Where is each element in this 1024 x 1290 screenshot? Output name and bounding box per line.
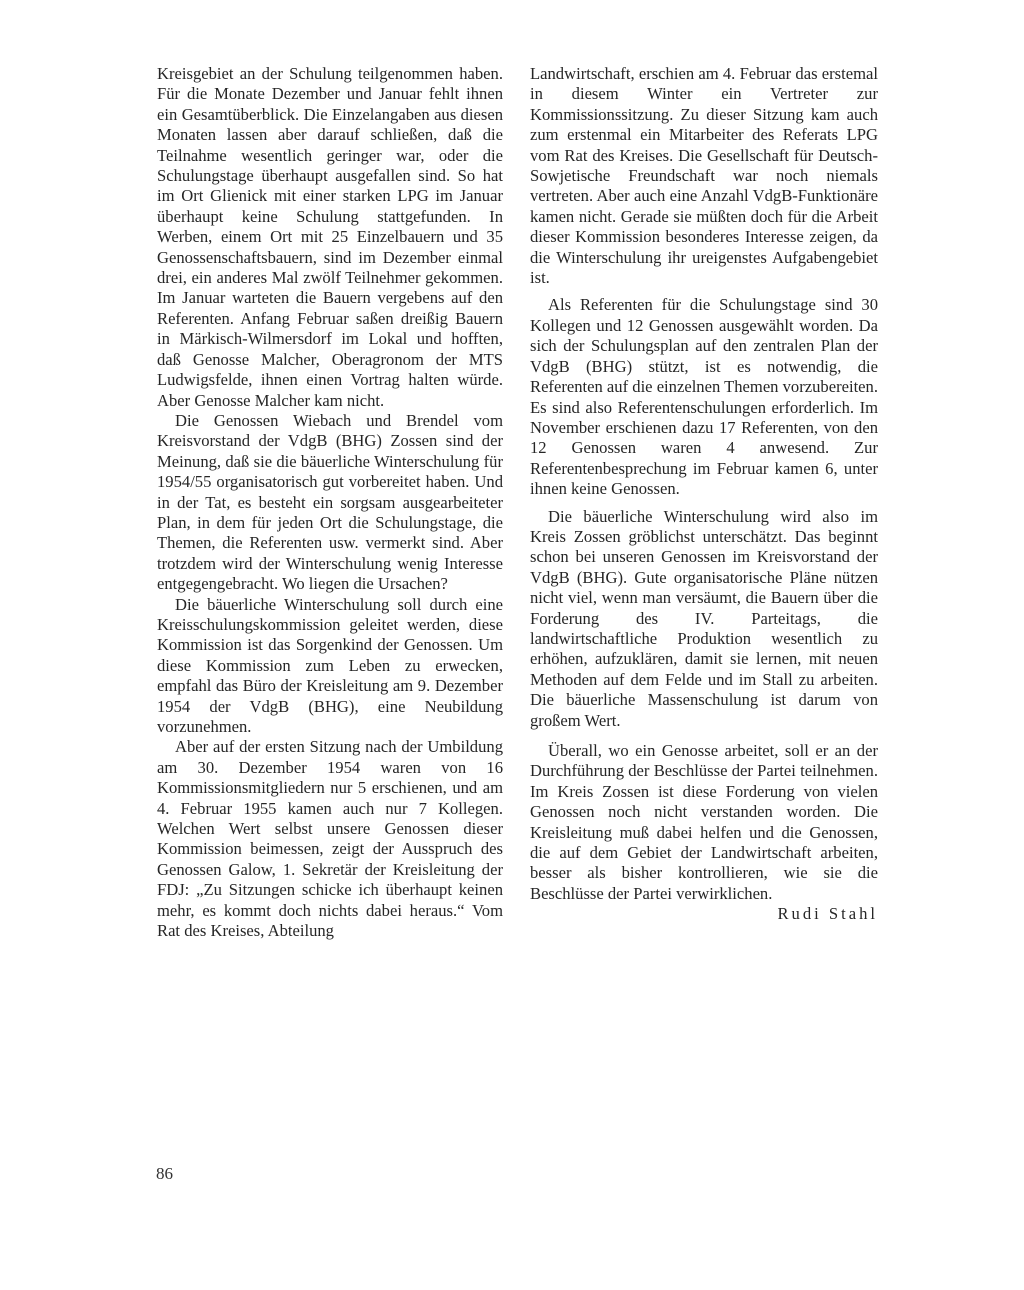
- paragraph: Überall, wo ein Genosse arbeitet, soll er an der Durchführung der Beschlüsse der Partei teilnehmen. Im Kreis Zossen ist diese Forderung von vielen Genossen noch nicht verstanden worden. Die Kreisleitung muß dabei helfen und die Genossen, die auf dem Gebiet der Landwirtschaft arbeiten, besser als bisher kontrollieren, wie sie die Beschlüsse der Partei verwirklichen.: [530, 741, 878, 903]
- page-number: 86: [156, 1164, 173, 1183]
- paragraph: Landwirtschaft, erschien am 4. Februar das erstemal in diesem Winter ein Vertreter zur Kommissionssitzung. Zu dieser Sitzung kam auch zum erstenmal ein Mitarbeiter des Referats LPG vom Rat des Kreises. Die Gesellschaft für Deutsch-Sowjetische Freundschaft war noch niemals vertreten. Aber auch eine Anzahl VdgB-Funktionäre kamen nicht. Gerade sie müßten doch für die Arbeit dieser Kommission besonderes Interesse zeigen, da die Winterschulung ihr ureigenstes Aufgabengebiet ist.: [530, 64, 878, 288]
- right-column: [530, 64, 878, 925]
- paragraph: Die bäuerliche Winterschulung soll durch eine Kreisschulungskommission geleitet werden, diese Kommission ist das Sorgenkind der Genossen. Um diese Kommission zum Leben zu erwecken, empfahl das Büro der Kreisleitung am 9. Dezember 1954 der VdgB (BHG), eine Neubildung vorzunehmen.: [157, 594, 503, 736]
- paragraph: Aber auf der ersten Sitzung nach der Umbildung am 30. Dezember 1954 waren von 16 Kommissionsmitgliedern nur 5 erschienen, und am 4. Februar 1955 kamen auch nur 7 Kollegen. Welchen Wert selbst unsere Genossen dieser Kommission beimessen, zeigt der Ausspruch des Genossen Galow, 1. Sekretär der Kreisleitung der FDJ: „Zu Sitzungen schicke ich überhaupt keinen mehr, es kommt doch nichts dabei heraus.“ Vom Rat des Kreises, Abteilung: [157, 737, 503, 941]
- left-column: [157, 64, 503, 941]
- paragraph: Kreisgebiet an der Schulung teilgenommen haben. Für die Monate Dezember und Januar fehlt ihnen ein Gesamtüberblick. Die Einzelangaben aus diesen Monaten lassen aber darauf schließen, daß die Teilnahme wesentlich geringer war, oder die Schulungstage überhaupt ausgefallen sind. So hat im Ort Glienick mit einer starken LPG im Januar überhaupt keine Schulung stattgefunden. In Werben, einem Ort mit 25 Einzelbauern und 35 Genossenschaftsbauern, sind im Dezember einmal drei, ein anderes Mal zwölf Teilnehmer gekommen. Im Januar warteten die Bauern vergebens auf den Referenten. Anfang Februar saßen dreißig Bauern in Märkisch-Wilmersdorf im Lokal und hofften, daß Genosse Malcher, Oberagronom der MTS Ludwigsfelde, ihnen einen Vortrag halten würde. Aber Genosse Malcher kam nicht.: [157, 64, 503, 410]
- paragraph: Die Genossen Wiebach und Brendel vom Kreisvorstand der VdgB (BHG) Zossen sind der Meinung, daß sie die bäuerliche Winterschulung für 1954/55 organisatorisch gut vorbereitet haben. Und in der Tat, es besteht ein sorgsam ausgearbeiteter Plan, in dem für jeden Ort die Schulungstage, die Themen, die Referenten usw. vermerkt sind. Aber trotzdem wird der Winterschulung wenig Interesse entgegengebracht. Wo liegen die Ursachen?: [157, 410, 503, 594]
- paragraph: Die bäuerliche Winterschulung wird also im Kreis Zossen gröblichst unterschätzt. Das beginnt schon bei unseren Genossen im Kreisvorstand der VdgB (BHG). Gute organisatorische Pläne nützen nicht viel, wenn man versäumt, die Bauern über die Forderung des IV. Parteitags, die landwirtschaftliche Produktion wesentlich zu erhöhen, aufzuklären, damit sie lernen, mit neuen Methoden auf dem Felde und im Stall zu arbeiten. Die bäuerliche Massenschulung ist darum von großem Wert.: [530, 506, 878, 730]
- paragraph: Als Referenten für die Schulungstage sind 30 Kollegen und 12 Genossen ausgewählt worden. Da sich der Schulungsplan auf den zentralen Plan der VdgB (BHG) stützt, ist es notwendig, die Referenten auf die einzelnen Themen vorzubereiten. Es sind also Referentenschulungen erforderlich. Im November erschienen dazu 17 Referenten, von den 12 Genossen waren 4 anwesend. Zur Referentenbesprechung im Februar kamen 6, unter ihnen keine Genossen.: [530, 295, 878, 499]
- author-signature: Rudi Stahl: [777, 904, 878, 924]
